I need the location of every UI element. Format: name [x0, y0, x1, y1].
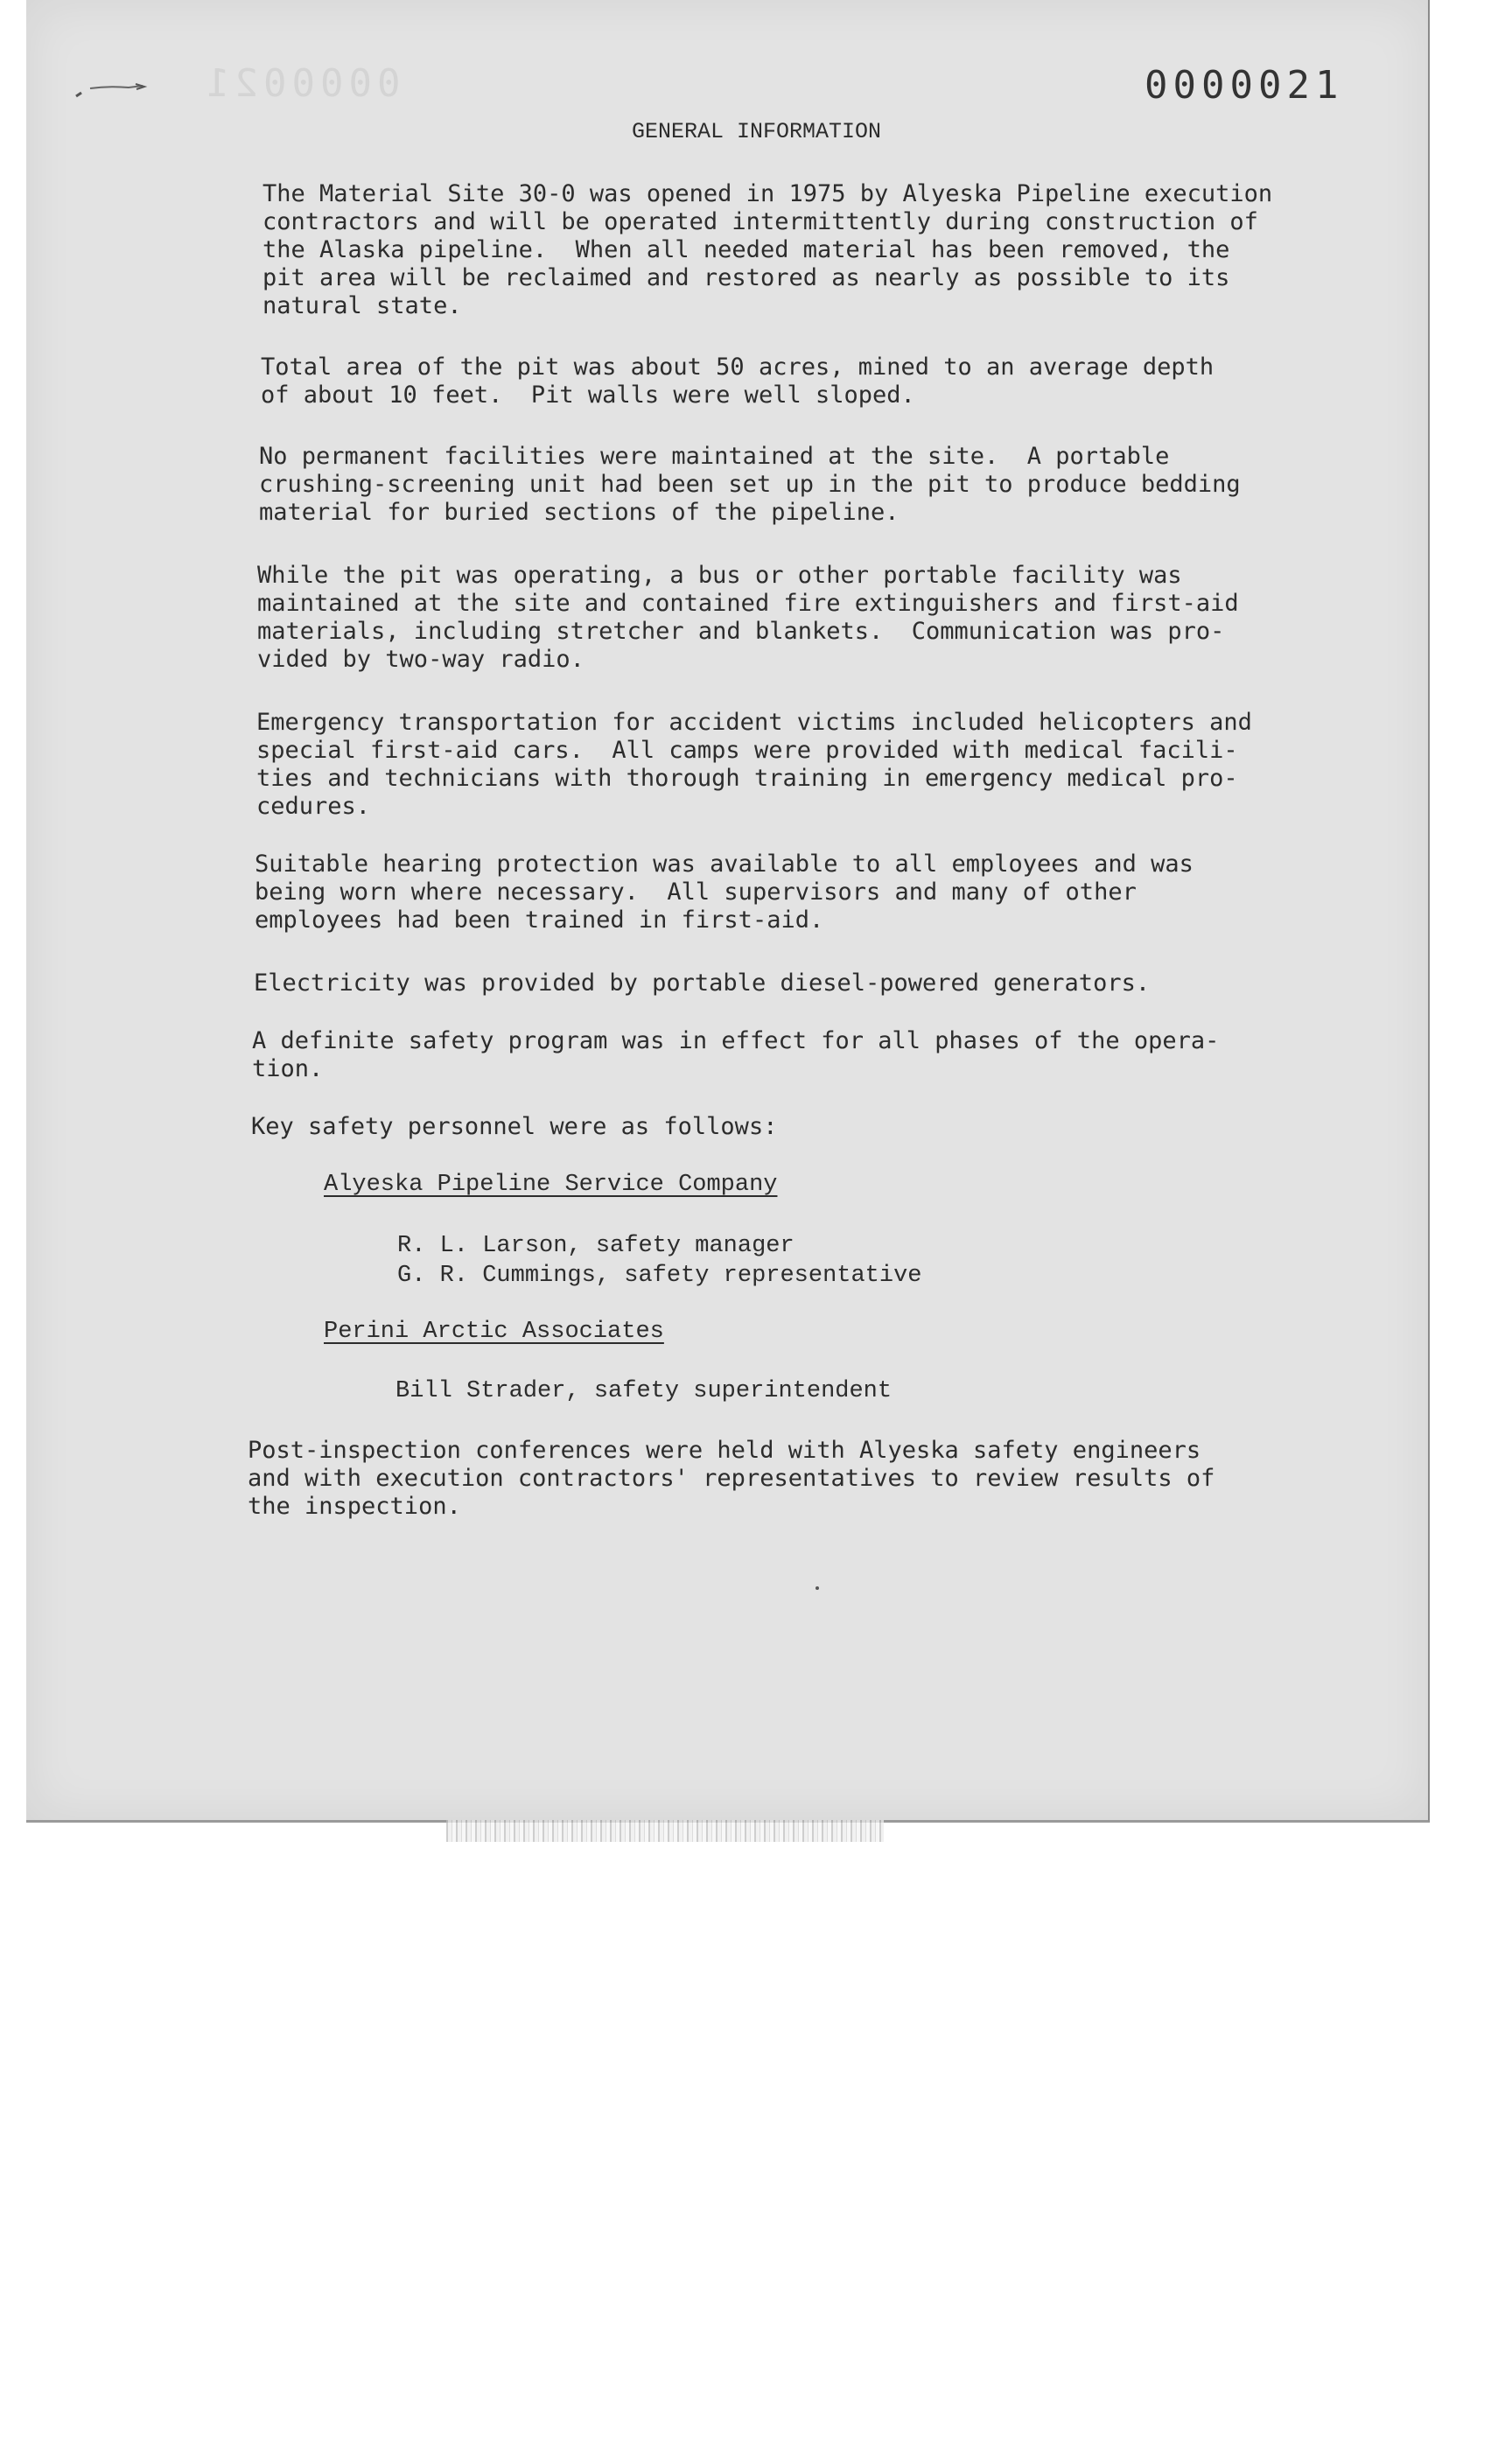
- paragraph-pit-operation: While the pit was operating, a bus or other portable facility was maintained at the site and contained fire extinguishers and first-aid materials, including stretcher and blankets. Communication was pro- vided by two-way radio.: [257, 562, 1239, 673]
- paragraph-hearing-protection: Suitable hearing protection was available to all employees and was being worn where necessary. All supervisors and many of other employees had been trained in first-aid.: [255, 850, 1194, 934]
- paragraph-post-inspection: Post-inspection conferences were held with Alyeska safety engineers and with execution contractors' representatives to review results of the inspection.: [248, 1437, 1215, 1520]
- personnel-entry: Bill Strader, safety superintendent: [396, 1378, 892, 1404]
- stray-pen-mark: [74, 80, 158, 100]
- page-number: 0000021: [1144, 63, 1344, 108]
- paragraph-key-personnel: Key safety personnel were as follows:: [251, 1113, 778, 1140]
- org-heading-alyeska: Alyeska Pipeline Service Company: [324, 1172, 778, 1198]
- paragraph-emergency-transport: Emergency transportation for accident victims included helicopters and special first-aid cars. All camps were provided with medical facili- ties and technicians with thorough training in emergency medical pro- cedures.: [256, 709, 1252, 820]
- paragraph-facilities: No permanent facilities were maintained at the site. A portable crushing-screening unit had been set up in the pit to produce bedding material for buried sections of the pipeline.: [259, 443, 1241, 526]
- org-heading-perini: Perini Arctic Associates: [324, 1319, 664, 1345]
- bleed-through-number: 0000021: [201, 61, 401, 106]
- page-title: GENERAL INFORMATION: [632, 119, 882, 144]
- scanner-edge-artifact: [446, 1820, 884, 1842]
- personnel-entry: G. R. Cummings, safety representative: [397, 1263, 922, 1289]
- stray-dot: [816, 1586, 819, 1590]
- paragraph-electricity: Electricity was provided by portable diesel-powered generators.: [254, 970, 1151, 997]
- paragraph-site-opening: The Material Site 30-0 was opened in 1975 by Alyeska Pipeline execution contractors and will be operated intermittently during construction of the Alaska pipeline. When all needed material has been removed, the pit area will be reclaimed and restored as nearly as possible to its natural state.: [262, 180, 1273, 319]
- personnel-entry: R. L. Larson, safety manager: [397, 1233, 794, 1259]
- paragraph-pit-area: Total area of the pit was about 50 acres, mined to an average depth of about 10 feet. Pit walls were well sloped.: [261, 354, 1214, 409]
- paragraph-safety-program: A definite safety program was in effect for all phases of the opera- tion.: [252, 1027, 1220, 1082]
